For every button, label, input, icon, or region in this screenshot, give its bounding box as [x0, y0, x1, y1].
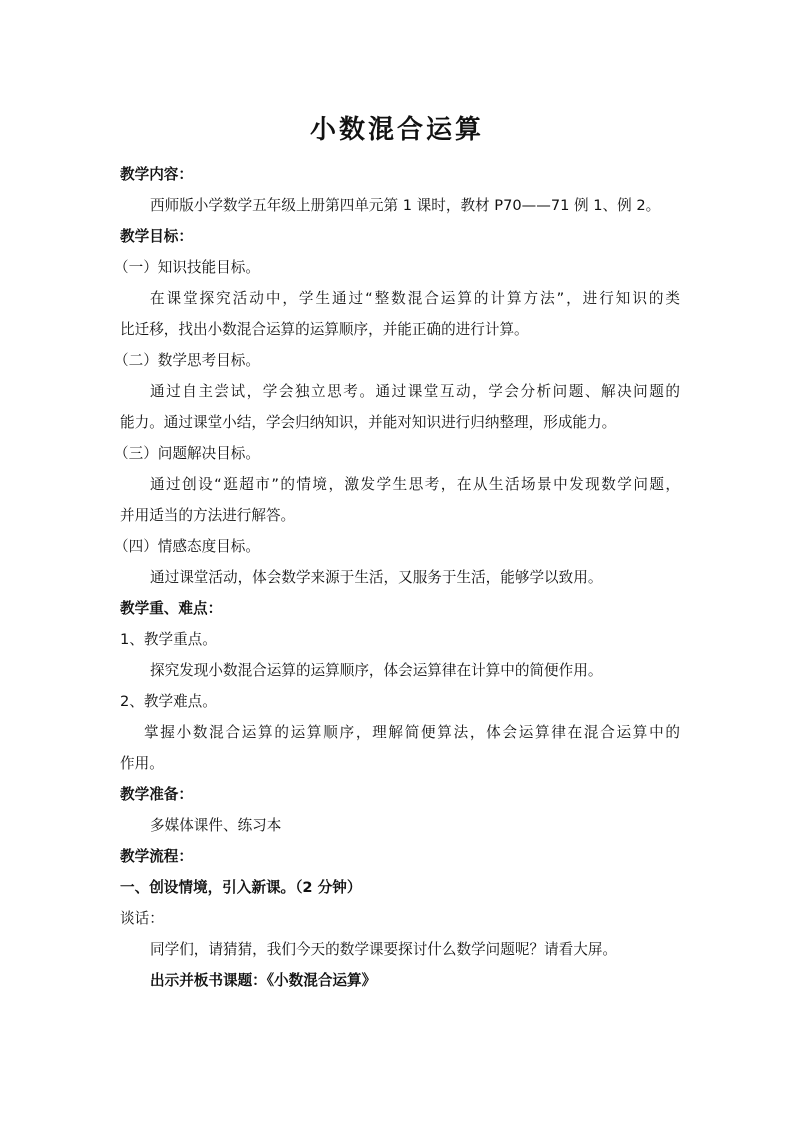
section-heading: 教学内容：	[120, 166, 193, 183]
text-line: （四）情感态度目标。	[114, 538, 260, 555]
text-line: 比迁移，找出小数混合运算的运算顺序，并能正确的进行计算。	[120, 321, 529, 338]
text-line: 同学们，请猜猜，我们今天的数学课要探讨什么数学问题呢？请看大屏。	[150, 941, 618, 958]
text-line: （二）数学思考目标。	[114, 352, 260, 369]
section-heading: 教学重、难点：	[120, 600, 223, 617]
section-heading: 教学流程：	[120, 848, 193, 865]
text-line: 1、教学重点。	[120, 631, 217, 648]
section-heading: 出示并板书课题：《小数混合运算》	[150, 972, 377, 989]
text-line: 通过课堂活动，体会数学来源于生活，又服务于生活，能够学以致用。	[150, 569, 603, 586]
section-heading: 一、创设情境，引入新课。（2 分钟）	[120, 879, 362, 896]
text-line: （一）知识技能目标。	[114, 259, 260, 276]
text-line: 作用。	[120, 755, 164, 772]
text-line: 谈话：	[120, 910, 164, 927]
text-line: 西师版小学数学五年级上册第四单元第 1 课时，教材 P70——71 例 1、例 2。	[150, 197, 661, 214]
document-title: 小数混合运算	[309, 115, 484, 145]
document-body	[114, 159, 680, 996]
section-heading: 教学准备：	[120, 786, 193, 803]
text-line: 2、教学难点。	[120, 693, 217, 710]
text-line: 探究发现小数混合运算的运算顺序，体会运算律在计算中的简便作用。	[150, 662, 603, 679]
text-line: 多媒体课件、练习本	[150, 817, 282, 834]
text-line: 通过自主尝试，学会独立思考。通过课堂互动，学会分析问题、解决问题的	[150, 383, 680, 400]
text-line: 能力。通过课堂小结，学会归纳知识，并能对知识进行归纳整理，形成能力。	[120, 414, 617, 431]
text-line: 掌握小数混合运算的运算顺序，理解简便算法，体会运算律在混合运算中的	[144, 724, 680, 741]
text-line: 通过创设“逛超市”的情境，激发学生思考，在从生活场景中发现数学问题，	[150, 476, 680, 493]
text-line: 在课堂探究活动中，学生通过“整数混合运算的计算方法”，进行知识的类	[150, 290, 680, 307]
text-line: （三）问题解决目标。	[114, 445, 260, 462]
text-line: 并用适当的方法进行解答。	[120, 507, 296, 524]
section-heading: 教学目标：	[120, 228, 193, 245]
